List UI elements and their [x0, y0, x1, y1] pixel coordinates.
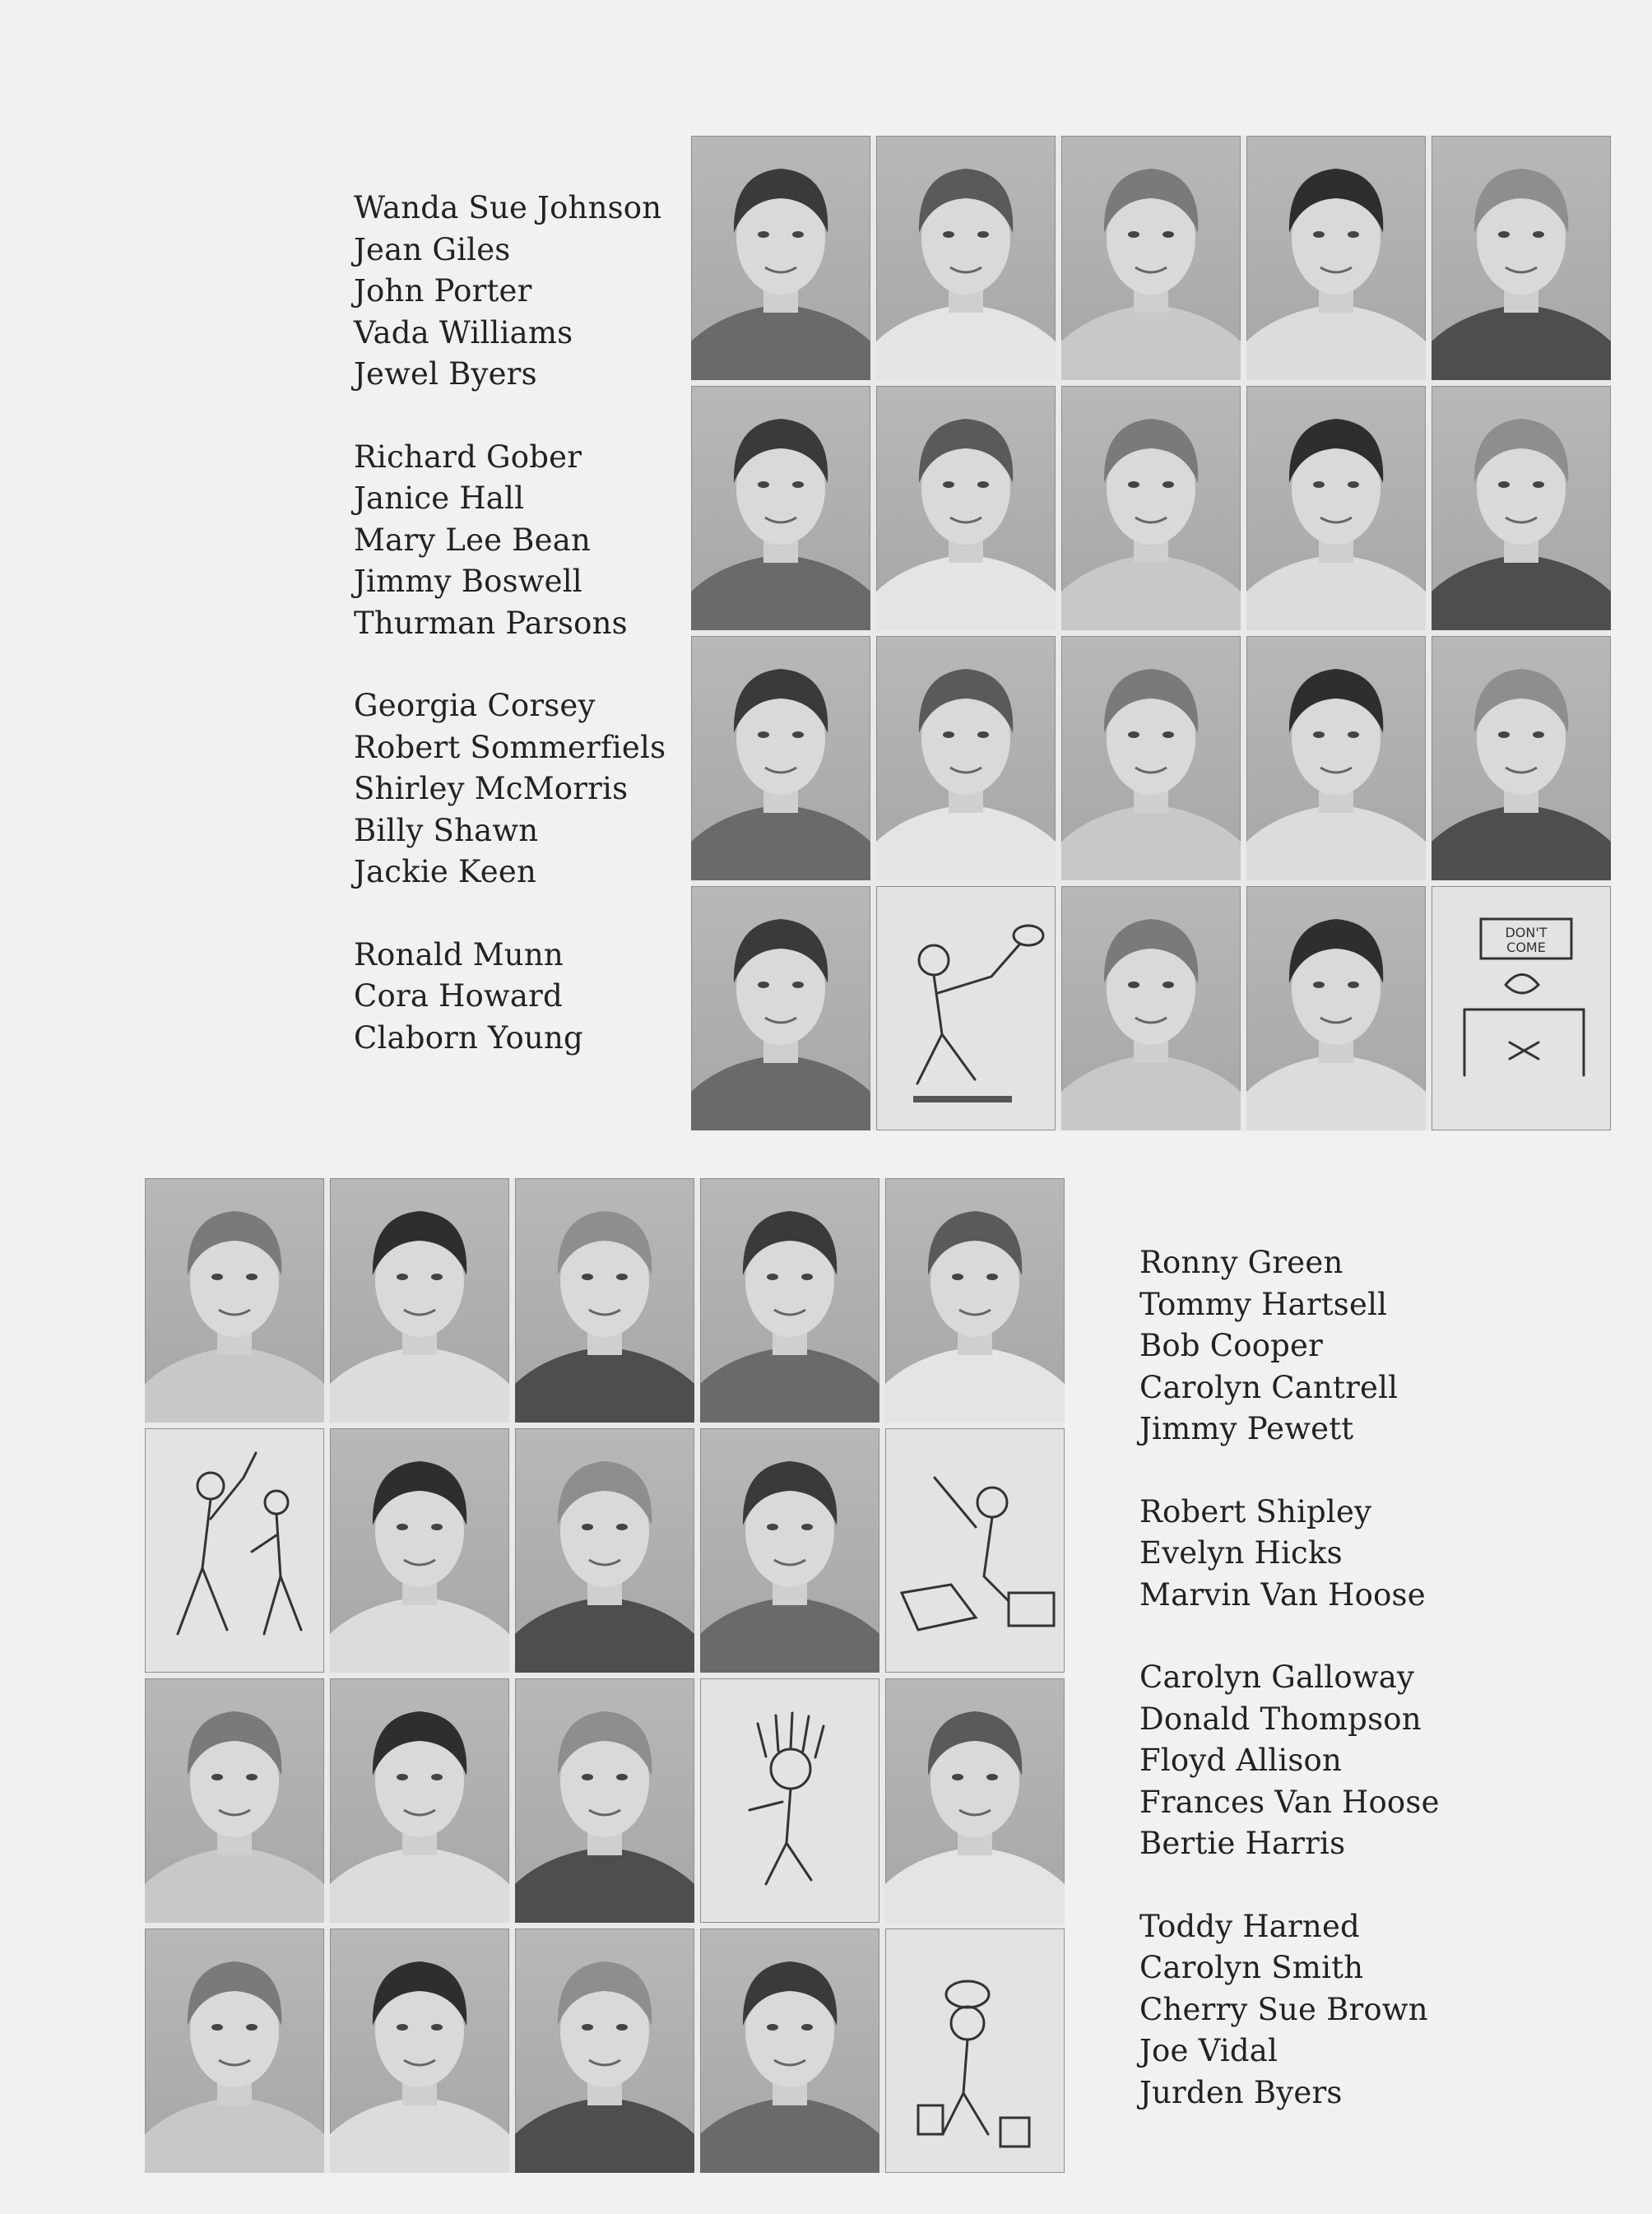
- portrait-illustration: [876, 136, 1056, 380]
- portrait-illustration: [330, 1178, 509, 1423]
- student-name: Ronald Munn: [354, 936, 564, 972]
- portrait-illustration: [700, 1428, 879, 1673]
- cartoon-desk-sign-illustration: [1432, 886, 1611, 1130]
- student-name: Jurden Byers: [1139, 2074, 1343, 2110]
- student-name: Cherry Sue Brown: [1139, 1991, 1428, 2027]
- portrait-illustration: [876, 386, 1056, 630]
- name-group: [1139, 1906, 1440, 2114]
- student-name: Mary Lee Bean: [354, 522, 591, 558]
- portrait-illustration: [515, 1428, 694, 1673]
- student-photo: [691, 386, 870, 630]
- student-name: Vada Williams: [354, 314, 573, 350]
- cartoon-chef-illustration: [885, 1929, 1065, 2173]
- portrait-illustration: [700, 1178, 879, 1423]
- portrait-illustration: [515, 1929, 694, 2173]
- portrait-illustration: [1432, 636, 1611, 880]
- student-photo: [1432, 386, 1611, 630]
- student-photo: [691, 636, 870, 880]
- student-photo: [700, 1178, 879, 1423]
- portrait-illustration: [885, 1178, 1065, 1423]
- portrait-illustration: [885, 1678, 1065, 1923]
- student-name: Marvin Van Hoose: [1139, 1576, 1426, 1613]
- student-name: Jackie Keen: [354, 854, 536, 889]
- portrait-illustration: [1246, 636, 1426, 880]
- portrait-illustration: [1061, 386, 1241, 630]
- student-name: Janice Hall: [354, 480, 525, 516]
- bottom-name-list: [1139, 1242, 1440, 2155]
- portrait-illustration: [330, 1929, 509, 2173]
- bottom-photo-grid: [145, 1178, 1065, 2173]
- student-photo: [330, 1428, 509, 1673]
- student-photo: [876, 386, 1056, 630]
- cartoon-picnic-drawing: [885, 1428, 1065, 1673]
- student-name: Jimmy Pewett: [1139, 1411, 1354, 1446]
- portrait-illustration: [1246, 136, 1426, 380]
- portrait-illustration: [1061, 636, 1241, 880]
- student-name: Ronny Green: [1139, 1245, 1343, 1280]
- sign-text-line-2: COME: [1506, 940, 1546, 955]
- student-name: Thurman Parsons: [354, 605, 628, 641]
- student-photo: [1061, 386, 1241, 630]
- student-name: Carolyn Smith: [1139, 1950, 1364, 1985]
- portrait-illustration: [1061, 886, 1241, 1130]
- student-photo: [700, 1428, 879, 1673]
- student-photo: [691, 886, 870, 1130]
- student-photo: [1061, 636, 1241, 880]
- portrait-illustration: [330, 1428, 509, 1673]
- student-name: John Porter: [354, 273, 532, 309]
- student-photo: [885, 1678, 1065, 1923]
- name-group: [354, 685, 666, 893]
- portrait-illustration: [515, 1178, 694, 1423]
- cartoon-chef-drawing: [885, 1929, 1065, 2173]
- student-name: Donald Thompson: [1139, 1701, 1422, 1737]
- portrait-illustration: [691, 886, 870, 1130]
- student-photo: [515, 1178, 694, 1423]
- student-photo: [515, 1929, 694, 2173]
- student-photo: [1246, 386, 1426, 630]
- portrait-illustration: [330, 1678, 509, 1923]
- portrait-illustration: [691, 636, 870, 880]
- cartoon-baseball-illustration: [145, 1428, 324, 1673]
- student-photo: [1246, 136, 1426, 380]
- student-name: Bertie Harris: [1139, 1826, 1346, 1861]
- student-name: Evelyn Hicks: [1139, 1535, 1343, 1571]
- student-name: Jewel Byers: [354, 356, 537, 392]
- portrait-illustration: [1432, 386, 1611, 630]
- student-photo: [885, 1178, 1065, 1423]
- portrait-illustration: [145, 1178, 324, 1423]
- sign-text-line-1: DON'T: [1505, 925, 1548, 940]
- student-name: Floyd Allison: [1139, 1743, 1343, 1778]
- portrait-illustration: [1061, 136, 1241, 380]
- name-group: [1139, 1492, 1440, 1617]
- portrait-illustration: [145, 1929, 324, 2173]
- name-group: [1139, 1242, 1440, 1450]
- student-photo: [1061, 136, 1241, 380]
- student-name: Georgia Corsey: [354, 688, 596, 723]
- portrait-illustration: [691, 136, 870, 380]
- student-name: Toddy Harned: [1139, 1908, 1360, 1944]
- cartoon-indian-chief-drawing: [700, 1678, 879, 1923]
- portrait-illustration: [515, 1678, 694, 1923]
- cartoon-indian-chief-illustration: [700, 1678, 879, 1923]
- name-group: [354, 437, 666, 645]
- top-photo-grid: [691, 136, 1611, 1130]
- cartoon-baseball-drawing: [145, 1428, 324, 1673]
- student-name: Shirley McMorris: [354, 771, 629, 806]
- student-name: Carolyn Galloway: [1139, 1659, 1415, 1695]
- student-name: Jimmy Boswell: [354, 564, 582, 599]
- portrait-illustration: [700, 1929, 879, 2173]
- student-photo: [145, 1678, 324, 1923]
- portrait-illustration: [876, 636, 1056, 880]
- portrait-illustration: [1432, 136, 1611, 380]
- student-photo: [515, 1428, 694, 1673]
- student-photo: [700, 1929, 879, 2173]
- student-name: Richard Gober: [354, 439, 582, 475]
- student-name: Tommy Hartsell: [1139, 1286, 1388, 1322]
- student-photo: [1246, 636, 1426, 880]
- student-name: Joe Vidal: [1139, 2033, 1278, 2068]
- cartoon-butterfly-net-drawing: [876, 886, 1056, 1130]
- student-photo: [876, 636, 1056, 880]
- portrait-illustration: [1246, 886, 1426, 1130]
- student-photo: [145, 1929, 324, 2173]
- student-name: Claborn Young: [354, 1019, 583, 1056]
- student-name: Robert Sommerfiels: [354, 729, 666, 765]
- cartoon-desk-sign-drawing: [1432, 886, 1611, 1130]
- student-photo: [1432, 636, 1611, 880]
- top-name-list: [354, 188, 666, 1100]
- student-name: Robert Shipley: [1139, 1493, 1372, 1529]
- student-name: Bob Cooper: [1139, 1328, 1324, 1363]
- cartoon-picnic-illustration: [885, 1428, 1065, 1673]
- student-photo: [876, 136, 1056, 380]
- student-photo: [1246, 886, 1426, 1130]
- student-photo: [515, 1678, 694, 1923]
- student-photo: [691, 136, 870, 380]
- name-group: [354, 935, 666, 1060]
- name-group: [1139, 1657, 1440, 1865]
- name-group: [354, 188, 666, 396]
- student-photo: [1432, 136, 1611, 380]
- student-photo: [330, 1178, 509, 1423]
- student-photo: [330, 1929, 509, 2173]
- student-name: Carolyn Cantrell: [1139, 1369, 1399, 1405]
- student-photo: [145, 1178, 324, 1423]
- student-photo: [330, 1678, 509, 1923]
- portrait-illustration: [691, 386, 870, 630]
- student-name: Billy Shawn: [354, 812, 539, 848]
- student-name: Wanda Sue Johnson: [354, 190, 662, 225]
- student-name: Jean Giles: [354, 231, 511, 267]
- student-name: Cora Howard: [354, 978, 563, 1014]
- cartoon-butterfly-net-illustration: [876, 886, 1056, 1130]
- student-photo: [1061, 886, 1241, 1130]
- portrait-illustration: [145, 1678, 324, 1923]
- portrait-illustration: [1246, 386, 1426, 630]
- student-name: Frances Van Hoose: [1139, 1784, 1440, 1820]
